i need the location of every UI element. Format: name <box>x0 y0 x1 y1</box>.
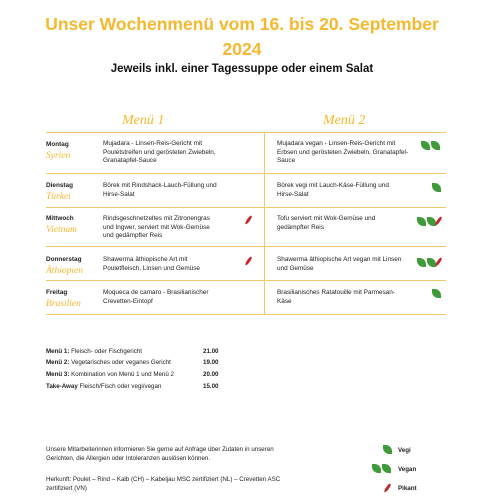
menu2-heading: Menü 2 <box>323 113 366 128</box>
price-label: Take-Away Fleisch/Fisch oder vegi/vegan <box>46 383 162 390</box>
allergy-note: Unsere Mitarbeiterinnen informieren Sie gerne auf Anfrage über Zutaten in unseren Gerichten, die Allergien oder Intoleranzen auslösen können. <box>46 446 274 462</box>
menu2-dish: Shawerma äthiopische Art vegan mit Linsen und Gemüse <box>277 256 402 272</box>
menu1-diet-icons <box>247 215 250 225</box>
vegan-leaf-icon <box>431 141 440 150</box>
vegan-leaf-icon <box>417 258 426 267</box>
country-label: Vietnam <box>46 225 77 235</box>
vegan-leaf-icon <box>382 464 391 473</box>
table-bottom-line <box>46 314 446 315</box>
day-label: Mittwoch <box>46 215 74 222</box>
title-line-2: 2024 <box>222 39 262 59</box>
price-label: Menü 2: Vegetarisches oder veganes Gericht <box>46 359 171 366</box>
chili-icon <box>434 257 442 267</box>
row-divider <box>46 207 446 208</box>
menu1-dish: Mujadara - Linsen-Reis-Gericht mit Pouletstreifen und gerösteten Zwiebeln, Granatapfel-Sauce <box>103 140 216 165</box>
menu2-dish: Tofu serviert mit Wok-Gemüse und gedämpfter Reis <box>277 215 376 231</box>
menu1-dish: Rindsgeschnetzeltes mit Zitronengras und Ingwer, serviert mit Wok-Gemüse und gedämpfter Reis <box>103 215 210 240</box>
origin-note: Herkunft: Poulet – Rind – Kalb (CH) – Kabeljau MSC zertifiziert (NL) – Crevetten ASC zertifiziert (VN) <box>46 476 281 492</box>
menu1-heading: Menü 1 <box>122 113 165 128</box>
legend-vegi-label: Vegi <box>398 447 411 454</box>
row-divider <box>46 173 446 174</box>
vegi-leaf-icon <box>432 183 441 192</box>
country-label: Äthiopien <box>46 266 83 276</box>
legend-vegi-icon <box>383 445 392 454</box>
legend-pikant-label: Pikant <box>398 485 417 492</box>
row-divider <box>46 246 446 247</box>
chili-icon <box>244 215 252 225</box>
menu2-diet-icons <box>417 216 440 226</box>
vegi-leaf-icon <box>432 289 441 298</box>
vegan-leaf-icon <box>372 464 381 473</box>
price-label: Menü 1: Fleisch- oder Fischgericht <box>46 348 142 355</box>
menu2-diet-icons <box>417 257 440 267</box>
vegan-leaf-icon <box>417 217 426 226</box>
price-label: Menü 3: Kombination von Menü 1 und Menü 2 <box>46 371 174 378</box>
country-label: Türkei <box>46 192 71 202</box>
vegan-leaf-icon <box>421 141 430 150</box>
legend-vegan-label: Vegan <box>398 466 417 473</box>
menu2-dish: Brasilianisches Ratatouille mit Parmesan- Käse <box>277 289 395 305</box>
chili-icon <box>244 256 252 266</box>
chili-icon <box>434 216 442 226</box>
day-label: Donnerstag <box>46 256 82 263</box>
menu2-diet-icons <box>421 141 440 150</box>
menu-subtitle: Jeweils inkl. einer Tagessuppe oder einem Salat <box>110 63 374 75</box>
legend-vegan-icon <box>372 464 391 473</box>
day-label: Dienstag <box>46 182 73 189</box>
menu-title <box>0 12 484 62</box>
menu2-dish: Mujadara vegan - Linsen-Reis-Gericht mit Erbsen und gerösteten Zwiebeln, Granatapfel- Sauce <box>277 140 409 165</box>
vegi-leaf-icon <box>383 445 392 454</box>
chili-icon <box>383 483 391 493</box>
table-top-line <box>46 132 446 133</box>
price-value: 21.00 <box>203 348 219 355</box>
column-divider <box>264 132 265 314</box>
menu2-diet-icons <box>432 289 441 298</box>
price-value: 20.00 <box>203 371 219 378</box>
menu1-dish: Börek mit Rindshack-Lauch-Füllung und Hirse-Salat <box>103 182 217 198</box>
menu1-dish: Moqueca de camaro - Brasilianischer Crevetten-Eintopf <box>103 289 209 305</box>
price-value: 15.00 <box>203 383 219 390</box>
menu1-diet-icons <box>247 256 250 266</box>
menu2-dish: Börek vegi mit Lauch-Käse-Füllung und Hirse-Salat <box>277 182 389 198</box>
country-label: Syrien <box>46 151 71 161</box>
legend-pikant-icon <box>386 483 389 493</box>
day-label: Freitag <box>46 289 68 296</box>
country-label: Brasilien <box>46 299 81 309</box>
price-value: 19.00 <box>203 359 219 366</box>
row-divider <box>46 280 446 281</box>
menu2-diet-icons <box>432 183 441 192</box>
day-label: Montag <box>46 141 69 148</box>
title-line-1: Unser Wochenmenü vom 16. bis 20. September <box>45 14 439 34</box>
menu1-dish: Shawerma äthiopische Art mit Pouletfleisch, Linsen und Gemüse <box>103 256 200 272</box>
